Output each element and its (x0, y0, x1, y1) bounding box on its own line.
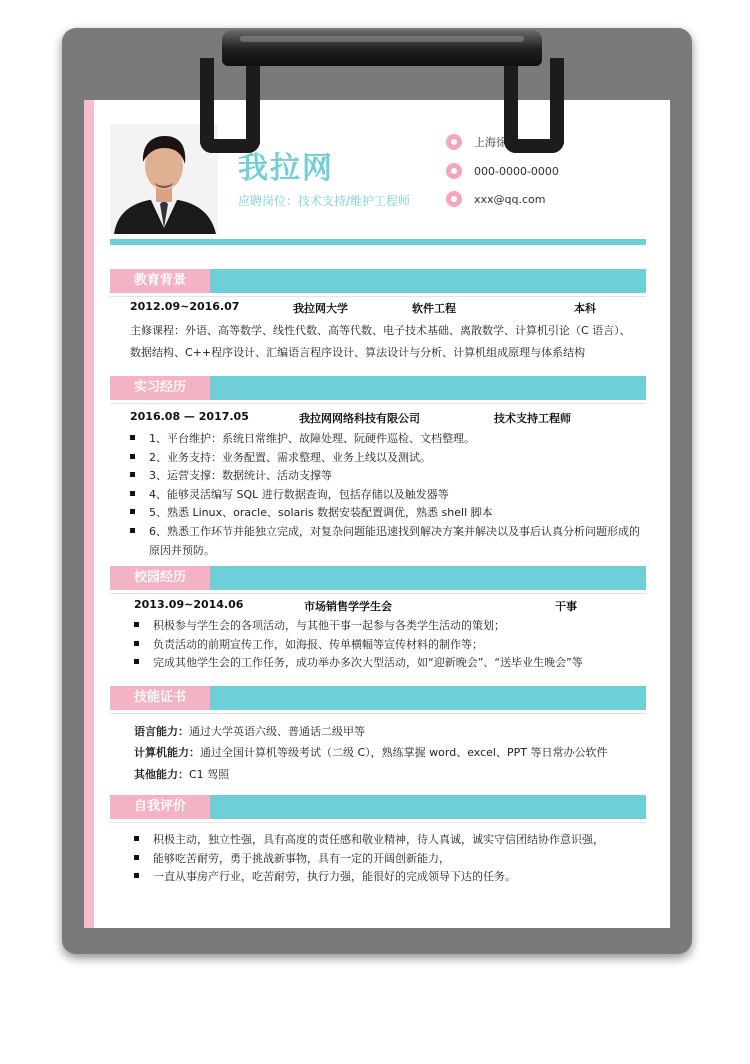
section-self-eval-header (110, 795, 646, 819)
section-campus-header (110, 566, 646, 590)
section-rule (110, 713, 646, 714)
list-item: 5、熟悉 Linux、oracle、solaris 数据安装配置调优，熟悉 shell 脚本 (130, 504, 493, 520)
pink-side-strip (84, 100, 94, 928)
list-item: 6、熟悉工作环节并能独立完成，对复杂问题能迅速找到解决方案并解决以及事后认真分析问题形成的 (130, 523, 640, 539)
section-internship-header (110, 376, 646, 400)
contact-email (446, 191, 545, 207)
list-item: 4、能够灵活编写 SQL 进行数据查询，包括存储以及触发器等 (130, 486, 449, 502)
phone-icon (446, 163, 462, 179)
campus-org: 市场销售学学生会 (304, 600, 392, 613)
section-title: 教育背景 (110, 269, 210, 293)
list-item: 一直从事房产行业，吃苦耐劳，执行力强，能很好的完成领导下达的任务。 (134, 868, 516, 884)
section-skills-header (110, 686, 646, 710)
clipboard-clip-icon (196, 28, 568, 153)
intern-role: 技术支持工程师 (494, 412, 571, 425)
intern-period: 2016.08 — 2017.05 (130, 410, 249, 423)
list-item: 积极主动，独立性强，具有高度的责任感和敬业精神，待人真诚，诚实守信团结协作意识强， (134, 831, 604, 847)
skill-line-computer: 计算机能力：通过全国计算机等级考试（二级 C），熟练掌握 word、excel、PPT 等日常办公软件 (134, 746, 608, 759)
section-education-header (110, 269, 646, 293)
edu-degree: 本科 (574, 302, 596, 315)
list-item: 负责活动的前期宣传工作，如海报、传单横幅等宣传材料的制作等； (134, 636, 483, 652)
contact-phone (446, 163, 559, 179)
section-title: 技能证书 (110, 686, 210, 710)
section-rule (110, 822, 646, 823)
section-rule (110, 296, 646, 297)
phone-text: 000-0000-0000 (474, 164, 559, 178)
list-item: 3、运营支撑：数据统计、活动支撑等 (130, 467, 332, 483)
section-title: 实习经历 (110, 376, 210, 400)
email-text: xxx@qq.com (474, 192, 546, 206)
edu-courses-line-1: 主修课程：外语、高等数学、线性代数、高等代数、电子技术基础、离散数学、计算机引论（C 语言）、 (130, 324, 631, 337)
campus-role: 干事 (555, 600, 577, 613)
skill-line-language: 语言能力：通过大学英语六级、普通话二级甲等 (134, 725, 365, 738)
header-divider (110, 239, 646, 245)
edu-school: 我拉网大学 (293, 302, 348, 315)
section-rule (110, 403, 646, 404)
section-rule (110, 593, 646, 594)
applied-position: 应聘岗位：技术支持/维护工程师 (238, 194, 411, 208)
skill-line-other: 其他能力：C1 驾照 (134, 768, 230, 781)
edu-major: 软件工程 (412, 302, 456, 315)
list-item-continuation: 原因并预防。 (149, 544, 215, 557)
edu-period: 2012.09~2016.07 (130, 300, 240, 313)
section-title: 自我评价 (110, 795, 210, 819)
list-item: 2、业务支持：业务配置、需求整理、业务上线以及测试。 (130, 449, 431, 465)
section-title: 校园经历 (110, 566, 210, 590)
location-text: 上海徐汇 (474, 136, 518, 149)
list-item: 能够吃苦耐劳，勇于挑战新事物，具有一定的开阔创新能力， (134, 850, 450, 866)
list-item: 积极参与学生会的各项活动，与其他干事一起参与各类学生活动的策划； (134, 617, 505, 633)
list-item: 1、平台维护：系统日常维护、故障处理、阮硬件巡检、文档整理。 (130, 430, 475, 446)
candidate-name: 我拉网 (238, 151, 334, 186)
email-icon (446, 191, 462, 207)
list-item: 完成其他学生会的工作任务，成功举办多次大型活动，如“迎新晚会”、“送毕业生晚会”等 (134, 654, 583, 670)
edu-courses-line-2: 数据结构、C++程序设计、汇编语言程序设计、算法设计与分析、计算机组成原理与体系结构 (130, 346, 586, 359)
intern-company: 我拉网网络科技有限公司 (299, 412, 420, 425)
campus-period: 2013.09~2014.06 (134, 598, 244, 611)
